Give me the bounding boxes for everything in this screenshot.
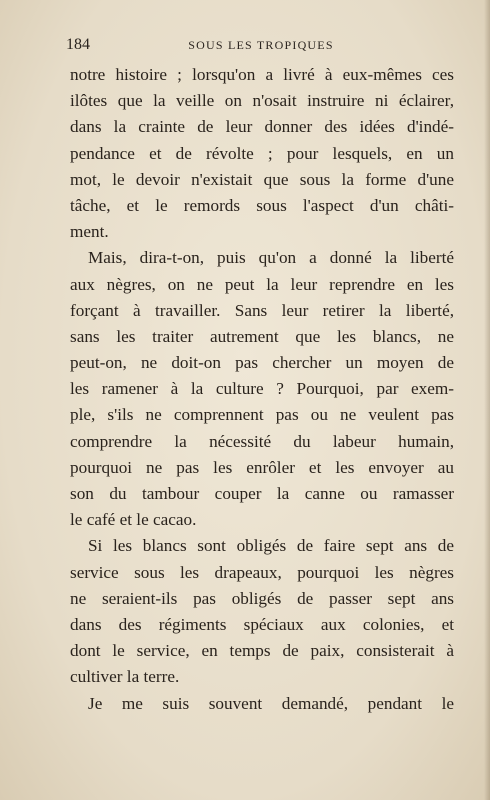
text-line: Si les blancs sont obligés de faire sept ans de xyxy=(88,536,454,556)
text-line: peut-on, ne doit-on pas chercher un moyen de xyxy=(70,353,454,373)
text-line: mot, le devoir n'existait que sous la forme d'une xyxy=(70,169,454,189)
paragraph-2 xyxy=(70,245,454,533)
text-line: dans des régiments spéciaux aux colonies, et xyxy=(70,614,454,634)
text-line: ment. xyxy=(70,222,109,242)
text-line: ilôtes que la veille on n'osait instruire ni éclairer, xyxy=(70,91,454,111)
paragraph-3 xyxy=(70,533,454,690)
paragraph-1 xyxy=(70,62,454,245)
text-line: cultiver la terre. xyxy=(70,667,180,687)
page-number: 184 xyxy=(66,36,90,53)
text-line: pendance et de révolte ; pour lesquels, en un xyxy=(70,143,454,163)
text-line: pourquoi ne pas les enrôler et les envoyer au xyxy=(70,457,454,477)
text-line: Mais, dira-t-on, puis qu'on a donné la liberté xyxy=(88,248,454,268)
text-line: Je me suis souvent demandé, pendant le xyxy=(88,693,454,713)
text-line: ne seraient-ils pas obligés de passer sept ans xyxy=(70,588,454,608)
text-line: service sous les drapeaux, pourquoi les nègres xyxy=(70,562,454,582)
page-header xyxy=(66,36,456,58)
text-line: tâche, et le remords sous l'aspect d'un châti- xyxy=(70,195,454,215)
text-line: les ramener à la culture ? Pourquoi, par exem- xyxy=(70,379,454,399)
paragraph-4 xyxy=(70,691,454,717)
text-line: dans la crainte de leur donner des idées d'indé- xyxy=(70,117,454,137)
text-line: dont le service, en temps de paix, consisterait à xyxy=(70,641,454,661)
text-line: le café et le cacao. xyxy=(70,510,197,530)
text-line: aux nègres, on ne peut la leur reprendre en les xyxy=(70,274,454,294)
text-line: notre histoire ; lorsqu'on a livré à eux-mêmes ces xyxy=(70,65,454,84)
text-line: son du tambour couper la canne ou ramasser xyxy=(70,484,454,503)
text-line: sans les traiter autrement que les blancs, ne xyxy=(70,326,454,346)
running-title: SOUS LES TROPIQUES xyxy=(188,38,334,52)
text-line: forçant à travailler. Sans leur retirer la liberté, xyxy=(70,300,454,320)
body-text xyxy=(70,62,454,717)
text-line: comprendre la nécessité du labeur humain, xyxy=(70,431,454,451)
text-line: ple, s'ils ne comprennent pas ou ne veulent pas xyxy=(70,405,454,425)
